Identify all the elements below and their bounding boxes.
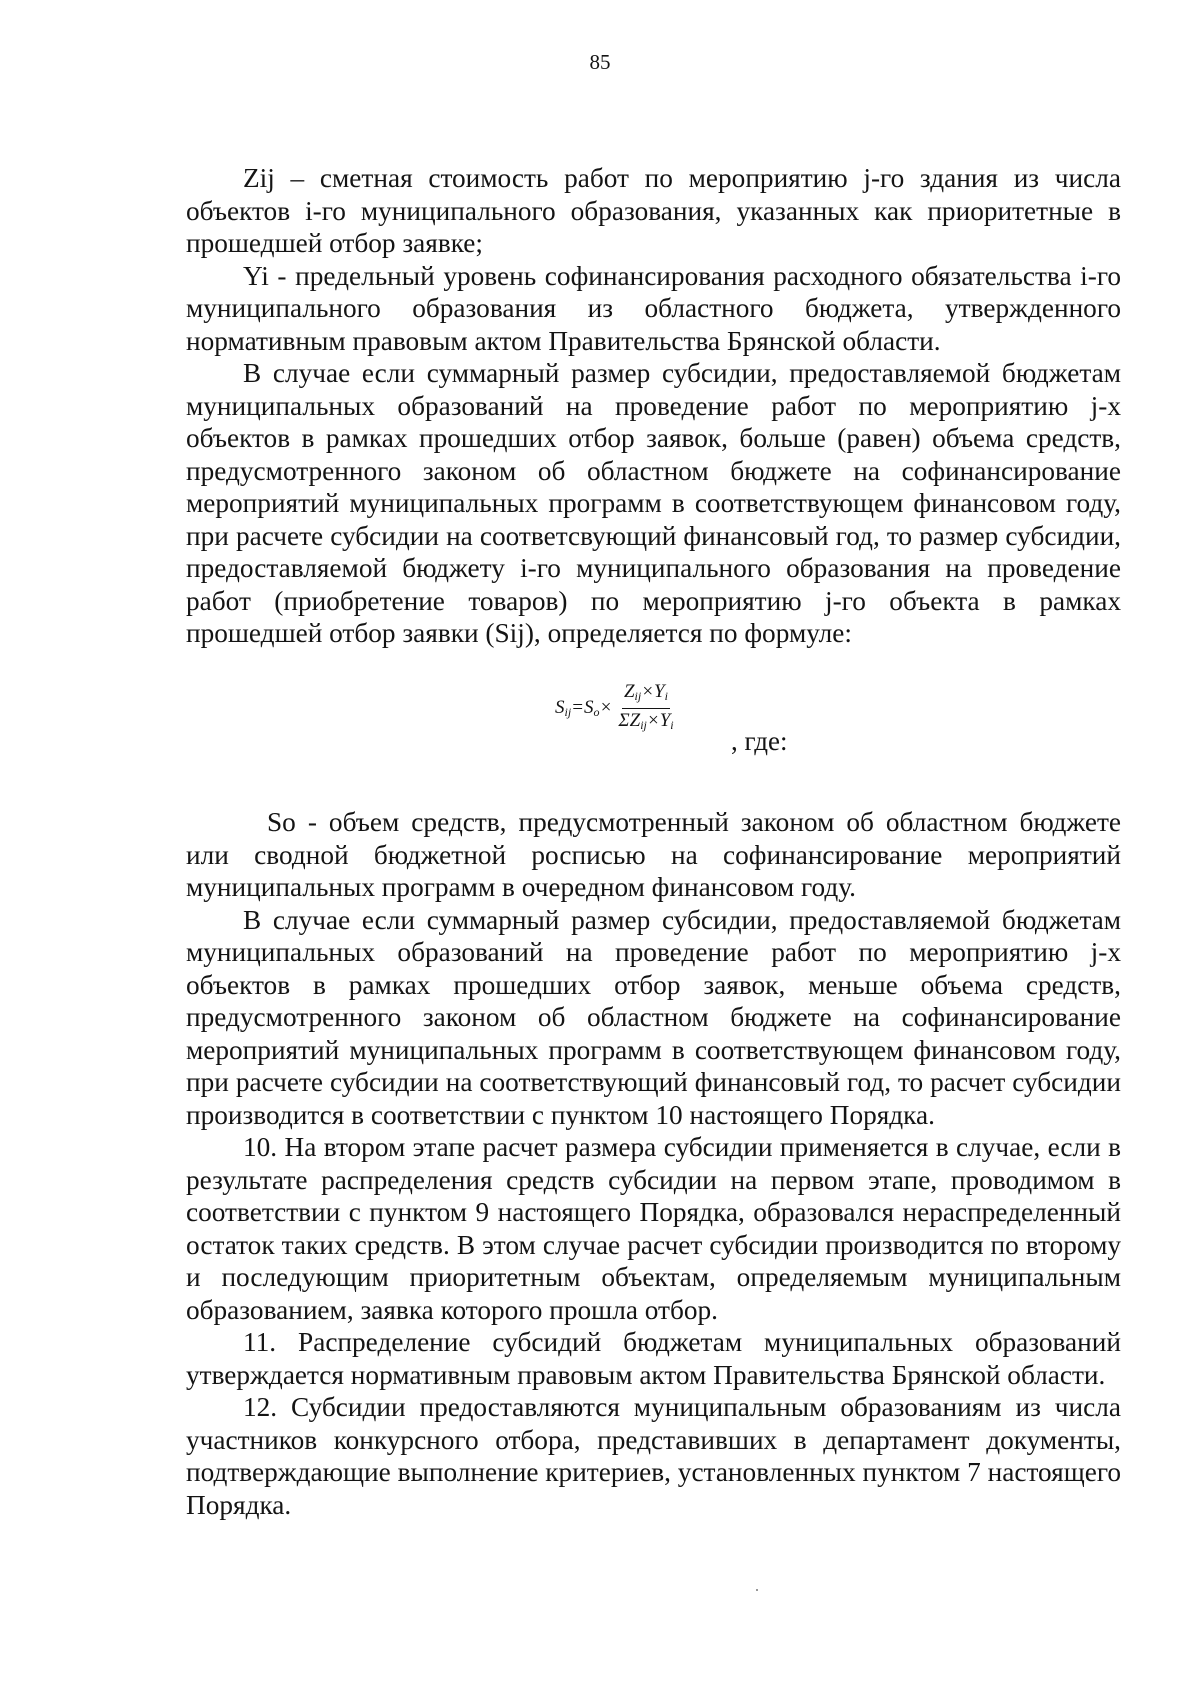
subsidy-formula (555, 678, 676, 738)
paragraph-yi-definition: Yi - предельный уровень софинансирования расходного обязательства i-го муниципального образования из областного бюджета, утвержденного нормативным правовым актом Правительства Брянской области. (186, 260, 1121, 356)
text-block-bottom (186, 806, 1121, 1521)
paragraph-subsidy-case-greater: В случае если суммарный размер субсидии, предоставляемой бюджетам муниципальных образований на проведение работ по мероприятию j-х объектов в рамках прошедших отбор заявок, больше (равен) объема средств, предусмотренного законом об областном бюджете на софинансирование мероприятий муниципальных программ в соответствующем финансовом году, при расчете субсидии на соответсвующий финансовый год, то размер субсидии, предоставляемой бюджету i-го муниципального образования на проведение работ (приобретение товаров) по мероприятию j-го объекта в рамках прошедшей отбор заявки (Sij), определяется по формуле: (186, 358, 1121, 648)
formula-fraction (616, 680, 675, 737)
formula-where-label: , где: (731, 726, 788, 756)
text-block-top (186, 162, 1121, 650)
paragraph-subsidy-case-less: В случае если суммарный размер субсидии, предоставляемой бюджетам муниципальных образований на проведение работ по мероприятию j-х объектов в рамках прошедших отбор заявок, меньше объема средств, предусмотренного законом об областном бюджете на софинансирование мероприятий муниципальных программ в соответствующем финансовом году, при расчете субсидии на соответствующий финансовый год, то расчет субсидии производится в соответствии с пунктом 10 настоящего Порядка. (186, 904, 1121, 1130)
formula-numerator: $Z_{ij}\times Y_i$ (622, 680, 670, 709)
paragraph-zij-definition: Zij – сметная стоимость работ по мероприятию j-го здания из числа объектов i-го муниципального образования, указанных как приоритетные в прошедшей отбор заявке; (186, 163, 1121, 258)
scan-speck (756, 1589, 758, 1591)
paragraph-item-11: 11. Распределение субсидий бюджетам муниципальных образований утверждается нормативным правовым актом Правительства Брянской области. (186, 1327, 1121, 1390)
formula-denominator: $\Sigma Z_{ij}\times Y_i$ (618, 709, 674, 732)
formula-lhs: $S_{ij}=S_o\times$ (555, 696, 613, 719)
paragraph-item-12: 12. Субсидии предоставляются муниципальным образованиям из числа участников конкурсного отбора, представивших в департамент документы, подтверждающие выполнение критериев, установленных пунктом 7 настоящего Порядка. (186, 1392, 1121, 1520)
paragraph-so-definition: So - объем средств, предусмотренный законом об областном бюджете или сводной бюджетной росписью на софинансирование мероприятий муниципальных программ в очередном финансовом году. (186, 807, 1121, 902)
paragraph-item-10: 10. На втором этапе расчет размера субсидии применяется в случае, если в результате распределения средств субсидии на первом этапе, проводимом в соответствии с пунктом 9 настоящего Порядка, образовался нераспределенный остаток таких средств. В этом случае расчет субсидии производится по второму и последующим приоритетным объектам, определяемым муниципальным образованием, заявка которого прошла отбор. (186, 1132, 1121, 1325)
page-number: 85 (589, 50, 611, 74)
